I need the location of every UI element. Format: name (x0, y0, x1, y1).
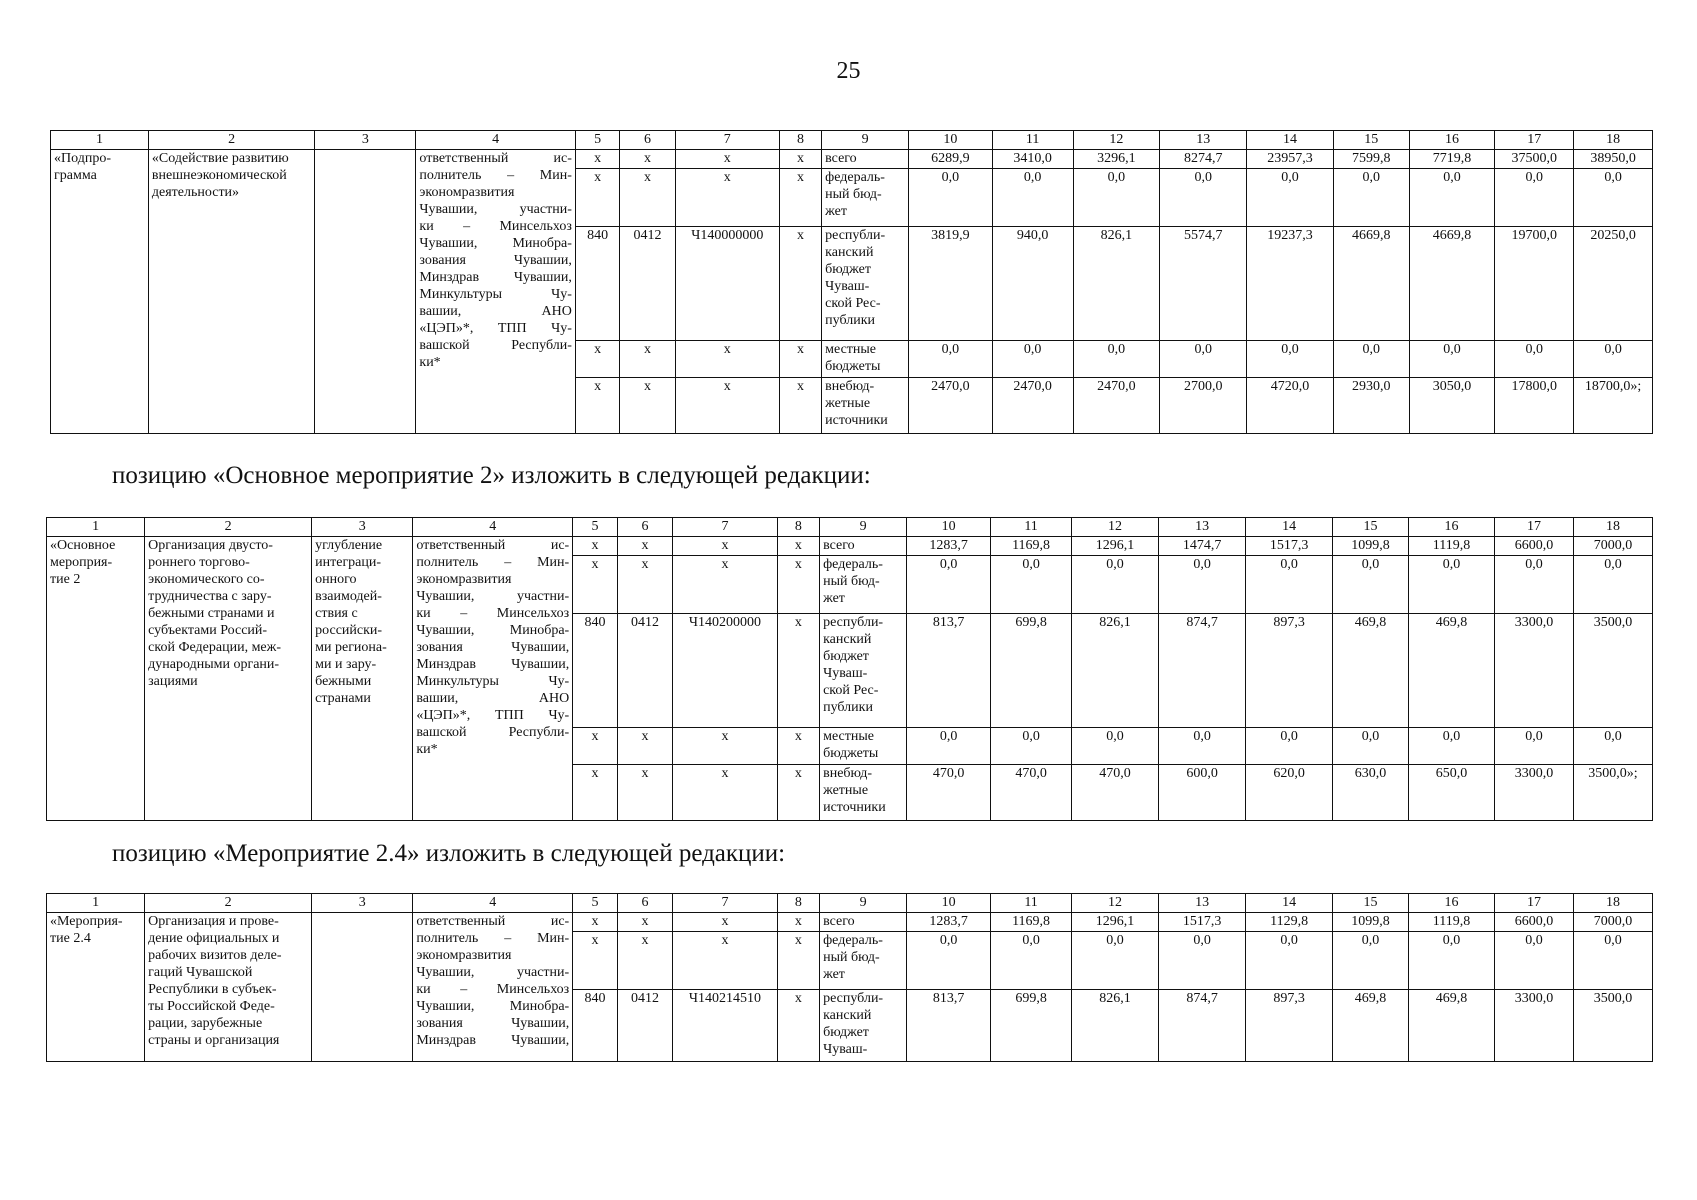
amount-cell: 0,0 (992, 341, 1073, 378)
column-number: 8 (777, 518, 820, 537)
amount-cell: 0,0 (1495, 932, 1574, 990)
amount-cell: 470,0 (991, 765, 1072, 821)
section-code-cell: х (617, 913, 673, 932)
section-heading-main-event-2: позицию «Основное мероприятие 2» изложить в следующей редакции: (112, 462, 871, 489)
target-article-cell: х (673, 913, 777, 932)
amount-cell: 2700,0 (1160, 378, 1247, 434)
amount-cell: 897,3 (1246, 990, 1333, 1062)
amount-cell: 0,0 (1408, 556, 1494, 614)
target-article-cell: х (675, 341, 779, 378)
amount-cell: 0,0 (1333, 728, 1409, 765)
amount-cell: 1129,8 (1246, 913, 1333, 932)
column-number: 2 (145, 518, 312, 537)
amount-cell: 0,0 (1408, 932, 1494, 990)
amount-cell: 0,0 (1072, 556, 1159, 614)
expense-group-cell: х (777, 614, 820, 728)
column-number: 17 (1495, 894, 1574, 913)
executor-cell: ответственный ис- полнитель – Мин- экономразвития Чувашии, участни- ки – Минсельхоз Чувашии, Минобра- зования Чувашии, Минздрав Чувашии, Минкультуры Чу- вашии, АНО «ЦЭП»*, ТПП Чу- вашской Республи- ки* (416, 150, 575, 434)
target-article-cell: Ч140000000 (675, 227, 779, 341)
amount-cell: 7000,0 (1573, 913, 1652, 932)
funding-source-cell: всего (820, 913, 907, 932)
amount-cell: 0,0 (1333, 556, 1409, 614)
column-number: 4 (413, 894, 573, 913)
amount-cell: 1517,3 (1159, 913, 1246, 932)
amount-cell: 470,0 (1072, 765, 1159, 821)
amount-cell: 6289,9 (908, 150, 992, 169)
grbs-code-cell: х (573, 913, 618, 932)
funding-source-cell: федераль- ный бюд- жет (820, 556, 907, 614)
section-code-cell: 0412 (617, 614, 673, 728)
section-code-cell: х (620, 378, 676, 434)
grbs-code-cell: х (575, 169, 619, 227)
amount-cell: 0,0 (1247, 341, 1334, 378)
column-number: 2 (145, 894, 312, 913)
goal-cell (315, 150, 416, 434)
amount-cell: 4720,0 (1247, 378, 1334, 434)
expense-group-cell: х (777, 728, 820, 765)
column-number: 3 (312, 894, 413, 913)
amount-cell: 7599,8 (1333, 150, 1409, 169)
amount-cell: 699,8 (991, 614, 1072, 728)
amount-cell: 3296,1 (1073, 150, 1160, 169)
section-code-cell: х (617, 537, 673, 556)
amount-cell: 1296,1 (1072, 913, 1159, 932)
amount-cell: 469,8 (1408, 990, 1494, 1062)
funding-source-cell: внебюд- жетные источники (822, 378, 909, 434)
column-number: 1 (51, 131, 149, 150)
table-main-event-2 (46, 517, 1653, 821)
amount-cell: 0,0 (1159, 556, 1246, 614)
column-number: 16 (1408, 518, 1494, 537)
event-status-cell: «Основное мероприя- тие 2 (47, 537, 145, 821)
target-article-cell: х (673, 932, 777, 990)
amount-cell: 0,0 (1159, 932, 1246, 990)
expense-group-cell: х (779, 227, 821, 341)
amount-cell: 3500,0 (1573, 990, 1652, 1062)
table-row (47, 913, 1653, 932)
column-number: 16 (1408, 894, 1494, 913)
grbs-code-cell: 840 (573, 614, 618, 728)
expense-group-cell: х (779, 378, 821, 434)
section-code-cell: х (620, 150, 676, 169)
amount-cell: 0,0 (1574, 341, 1653, 378)
column-number: 7 (673, 894, 777, 913)
executor-cell: ответственный ис- полнитель – Мин- экономразвития Чувашии, участни- ки – Минсельхоз Чувашии, Минобра- зования Чувашии, Минздрав Чувашии, Минкультуры Чу- вашии, АНО «ЦЭП»*, ТПП Чу- вашской Республи- ки* (413, 537, 573, 821)
expense-group-cell: х (777, 932, 820, 990)
event-name-cell: Организация двусто- роннего торгово- экономического со- трудничества с зару- бежными странами и субъектами Россий- ской Федерации, меж- дународными органи- зациями (145, 537, 312, 821)
column-number: 17 (1495, 518, 1574, 537)
funding-source-cell: федераль- ный бюд- жет (820, 932, 907, 990)
column-number: 3 (315, 131, 416, 150)
amount-cell: 38950,0 (1574, 150, 1653, 169)
amount-cell: 897,3 (1246, 614, 1333, 728)
table-row (51, 150, 1653, 169)
amount-cell: 2470,0 (1073, 378, 1160, 434)
amount-cell: 7000,0 (1573, 537, 1652, 556)
table-row (47, 537, 1653, 556)
section-code-cell: х (617, 556, 673, 614)
column-number: 14 (1246, 518, 1333, 537)
column-number: 14 (1246, 894, 1333, 913)
amount-cell: 5574,7 (1160, 227, 1247, 341)
amount-cell: 470,0 (907, 765, 991, 821)
column-number: 18 (1574, 131, 1653, 150)
amount-cell: 17800,0 (1495, 378, 1574, 434)
funding-source-cell: местные бюджеты (822, 341, 909, 378)
section-code-cell: х (617, 728, 673, 765)
amount-cell: 37500,0 (1495, 150, 1574, 169)
amount-cell: 3300,0 (1495, 614, 1574, 728)
executor-cell: ответственный ис- полнитель – Мин- экономразвития Чувашии, участни- ки – Минсельхоз Чувашии, Минобра- зования Чувашии, Минздрав Чувашии, (413, 913, 573, 1062)
column-number: 12 (1073, 131, 1160, 150)
column-number: 17 (1495, 131, 1574, 150)
grbs-code-cell: х (575, 150, 619, 169)
grbs-code-cell: х (575, 341, 619, 378)
column-number: 13 (1159, 518, 1246, 537)
funding-source-cell: местные бюджеты (820, 728, 907, 765)
event-status-cell: «Мероприя- тие 2.4 (47, 913, 145, 1062)
amount-cell: 1099,8 (1333, 537, 1409, 556)
funding-source-cell: республи- канский бюджет Чуваш- ской Рес- публики (820, 614, 907, 728)
section-code-cell: 0412 (617, 990, 673, 1062)
amount-cell: 3050,0 (1409, 378, 1495, 434)
expense-group-cell: х (777, 990, 820, 1062)
column-number: 11 (991, 518, 1072, 537)
amount-cell: 813,7 (907, 990, 991, 1062)
section-code-cell: 0412 (620, 227, 676, 341)
amount-cell: 6600,0 (1495, 537, 1574, 556)
column-number: 4 (416, 131, 575, 150)
column-number-row (47, 518, 1653, 537)
amount-cell: 2470,0 (992, 378, 1073, 434)
amount-cell: 1169,8 (991, 537, 1072, 556)
target-article-cell: х (675, 169, 779, 227)
amount-cell: 23957,3 (1247, 150, 1334, 169)
amount-cell: 0,0 (907, 728, 991, 765)
target-article-cell: х (673, 765, 777, 821)
amount-cell: 2930,0 (1333, 378, 1409, 434)
column-number: 9 (822, 131, 909, 150)
column-number: 7 (675, 131, 779, 150)
amount-cell: 0,0 (1573, 728, 1652, 765)
column-number: 6 (617, 518, 673, 537)
table-subprogram (50, 130, 1653, 434)
amount-cell: 620,0 (1246, 765, 1333, 821)
amount-cell: 19700,0 (1495, 227, 1574, 341)
funding-source-cell: всего (820, 537, 907, 556)
goal-cell: углубление интеграци- онного взаимодей- ствия с российски- ми регионa- ми и зару- бежными странами (312, 537, 413, 821)
amount-cell: 0,0 (1247, 169, 1334, 227)
target-article-cell: Ч140200000 (673, 614, 777, 728)
target-article-cell: Ч140214510 (673, 990, 777, 1062)
amount-cell: 3300,0 (1495, 765, 1574, 821)
amount-cell: 0,0 (1573, 932, 1652, 990)
grbs-code-cell: х (573, 932, 618, 990)
amount-cell: 0,0 (908, 169, 992, 227)
column-number: 13 (1160, 131, 1247, 150)
event-name-cell: Организация и прове- дение официальных и рабочих визитов деле- гаций Чувашской Республики в субъек- ты Российской Феде- рации, зарубежные страны и организация (145, 913, 312, 1062)
amount-cell: 6600,0 (1495, 913, 1574, 932)
expense-group-cell: х (777, 765, 820, 821)
amount-cell: 813,7 (907, 614, 991, 728)
column-number: 15 (1333, 131, 1409, 150)
amount-cell: 1474,7 (1159, 537, 1246, 556)
amount-cell: 0,0 (992, 169, 1073, 227)
amount-cell: 874,7 (1159, 614, 1246, 728)
section-code-cell: х (620, 341, 676, 378)
amount-cell: 0,0 (1072, 932, 1159, 990)
amount-cell: 0,0 (1073, 341, 1160, 378)
amount-cell: 0,0 (991, 556, 1072, 614)
amount-cell: 0,0 (908, 341, 992, 378)
column-number: 2 (148, 131, 315, 150)
column-number: 3 (312, 518, 413, 537)
amount-cell: 469,8 (1333, 990, 1409, 1062)
amount-cell: 3500,0»; (1573, 765, 1652, 821)
amount-cell: 1169,8 (991, 913, 1072, 932)
funding-source-cell: федераль- ный бюд- жет (822, 169, 909, 227)
goal-cell (312, 913, 413, 1062)
amount-cell: 0,0 (991, 728, 1072, 765)
grbs-code-cell: х (575, 378, 619, 434)
amount-cell: 1099,8 (1333, 913, 1409, 932)
expense-group-cell: х (779, 341, 821, 378)
expense-group-cell: х (779, 150, 821, 169)
amount-cell: 7719,8 (1409, 150, 1495, 169)
grbs-code-cell: х (573, 765, 618, 821)
column-number: 10 (908, 131, 992, 150)
amount-cell: 3500,0 (1573, 614, 1652, 728)
expense-group-cell: х (777, 913, 820, 932)
amount-cell: 0,0 (1495, 341, 1574, 378)
target-article-cell: х (673, 537, 777, 556)
column-number: 15 (1333, 518, 1409, 537)
column-number: 10 (907, 894, 991, 913)
amount-cell: 8274,7 (1160, 150, 1247, 169)
column-number: 1 (47, 518, 145, 537)
column-number-row (47, 894, 1653, 913)
amount-cell: 600,0 (1159, 765, 1246, 821)
column-number-row (51, 131, 1653, 150)
amount-cell: 0,0 (1246, 728, 1333, 765)
funding-source-cell: республи- канский бюджет Чуваш- (820, 990, 907, 1062)
event-status-cell: «Подпро- грамма (51, 150, 149, 434)
column-number: 9 (820, 518, 907, 537)
amount-cell: 650,0 (1408, 765, 1494, 821)
amount-cell: 0,0 (1408, 728, 1494, 765)
expense-group-cell: х (779, 169, 821, 227)
amount-cell: 469,8 (1408, 614, 1494, 728)
amount-cell: 0,0 (1160, 341, 1247, 378)
amount-cell: 826,1 (1073, 227, 1160, 341)
column-number: 7 (673, 518, 777, 537)
column-number: 1 (47, 894, 145, 913)
funding-source-cell: внебюд- жетные источники (820, 765, 907, 821)
amount-cell: 0,0 (1495, 169, 1574, 227)
amount-cell: 0,0 (1246, 932, 1333, 990)
amount-cell: 0,0 (907, 556, 991, 614)
column-number: 13 (1159, 894, 1246, 913)
section-code-cell: х (617, 932, 673, 990)
amount-cell: 0,0 (1409, 341, 1495, 378)
amount-cell: 826,1 (1072, 614, 1159, 728)
amount-cell: 1119,8 (1408, 537, 1494, 556)
amount-cell: 0,0 (1246, 556, 1333, 614)
column-number: 16 (1409, 131, 1495, 150)
table-event-2-4 (46, 893, 1653, 1062)
amount-cell: 0,0 (1495, 728, 1574, 765)
expense-group-cell: х (777, 537, 820, 556)
column-number: 11 (992, 131, 1073, 150)
amount-cell: 4669,8 (1409, 227, 1495, 341)
amount-cell: 0,0 (1072, 728, 1159, 765)
amount-cell: 3819,9 (908, 227, 992, 341)
column-number: 5 (573, 894, 618, 913)
expense-group-cell: х (777, 556, 820, 614)
column-number: 8 (777, 894, 820, 913)
column-number: 12 (1072, 894, 1159, 913)
amount-cell: 1283,7 (907, 913, 991, 932)
funding-source-cell: республи- канский бюджет Чуваш- ской Рес- публики (822, 227, 909, 341)
column-number: 15 (1333, 894, 1409, 913)
amount-cell: 2470,0 (908, 378, 992, 434)
amount-cell: 1119,8 (1408, 913, 1494, 932)
amount-cell: 0,0 (1574, 169, 1653, 227)
amount-cell: 19237,3 (1247, 227, 1334, 341)
amount-cell: 3300,0 (1495, 990, 1574, 1062)
target-article-cell: х (673, 728, 777, 765)
grbs-code-cell: х (573, 556, 618, 614)
amount-cell: 1517,3 (1246, 537, 1333, 556)
column-number: 8 (779, 131, 821, 150)
column-number: 6 (620, 131, 676, 150)
grbs-code-cell: х (573, 537, 618, 556)
amount-cell: 0,0 (1073, 169, 1160, 227)
column-number: 6 (617, 894, 673, 913)
amount-cell: 18700,0»; (1574, 378, 1653, 434)
grbs-code-cell: 840 (575, 227, 619, 341)
grbs-code-cell: 840 (573, 990, 618, 1062)
target-article-cell: х (675, 150, 779, 169)
amount-cell: 3410,0 (992, 150, 1073, 169)
section-code-cell: х (620, 169, 676, 227)
grbs-code-cell: х (573, 728, 618, 765)
column-number: 14 (1247, 131, 1334, 150)
amount-cell: 0,0 (1409, 169, 1495, 227)
column-number: 12 (1072, 518, 1159, 537)
amount-cell: 1296,1 (1072, 537, 1159, 556)
page-number: 25 (836, 58, 861, 84)
column-number: 4 (413, 518, 573, 537)
amount-cell: 0,0 (1573, 556, 1652, 614)
column-number: 18 (1573, 894, 1652, 913)
amount-cell: 4669,8 (1333, 227, 1409, 341)
amount-cell: 469,8 (1333, 614, 1409, 728)
funding-source-cell: всего (822, 150, 909, 169)
event-name-cell: «Содействие развитию внешнеэкономической деятельности» (148, 150, 315, 434)
amount-cell: 0,0 (1333, 341, 1409, 378)
amount-cell: 0,0 (1495, 556, 1574, 614)
amount-cell: 826,1 (1072, 990, 1159, 1062)
column-number: 5 (573, 518, 618, 537)
amount-cell: 699,8 (991, 990, 1072, 1062)
column-number: 11 (991, 894, 1072, 913)
column-number: 10 (907, 518, 991, 537)
amount-cell: 1283,7 (907, 537, 991, 556)
column-number: 9 (820, 894, 907, 913)
section-code-cell: х (617, 765, 673, 821)
section-heading-event-2-4: позицию «Мероприятие 2.4» изложить в следующей редакции: (112, 840, 786, 867)
target-article-cell: х (673, 556, 777, 614)
amount-cell: 20250,0 (1574, 227, 1653, 341)
column-number: 18 (1573, 518, 1652, 537)
target-article-cell: х (675, 378, 779, 434)
amount-cell: 874,7 (1159, 990, 1246, 1062)
amount-cell: 0,0 (1159, 728, 1246, 765)
amount-cell: 0,0 (1160, 169, 1247, 227)
column-number: 5 (575, 131, 619, 150)
amount-cell: 0,0 (907, 932, 991, 990)
amount-cell: 0,0 (991, 932, 1072, 990)
amount-cell: 0,0 (1333, 932, 1409, 990)
amount-cell: 940,0 (992, 227, 1073, 341)
amount-cell: 630,0 (1333, 765, 1409, 821)
amount-cell: 0,0 (1333, 169, 1409, 227)
